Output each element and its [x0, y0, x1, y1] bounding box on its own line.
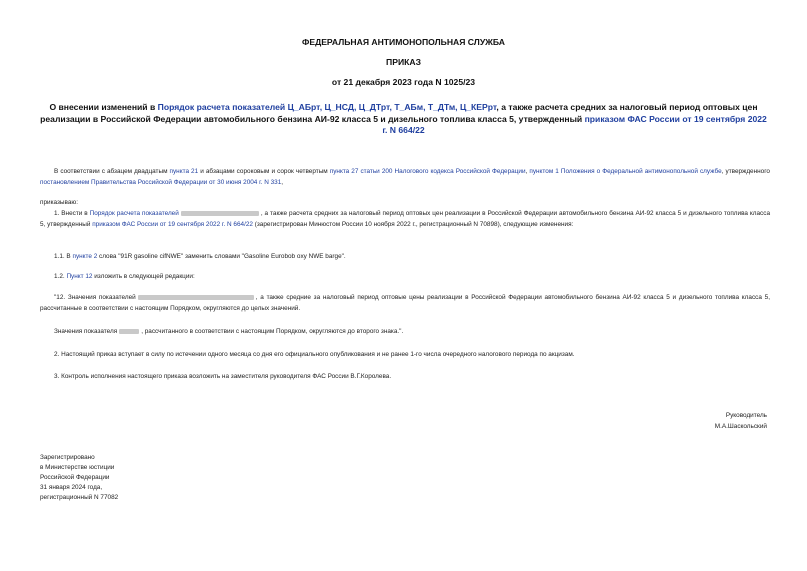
link-procedure[interactable]: Порядок расчета показателей	[89, 210, 179, 217]
preamble-text-3: ,	[525, 168, 530, 175]
link-punkt-2[interactable]: пункте 2	[72, 253, 98, 260]
quote12b-text-2: , рассчитанного в соответствии с настоящим Порядком, округляются до второго знака.".	[141, 328, 404, 335]
item-1-2	[54, 271, 770, 282]
link-punkt-21[interactable]: пункта 21	[169, 168, 199, 175]
quote-punkt-12-b	[40, 326, 770, 337]
title-prefix: О внесении изменений в	[49, 102, 158, 112]
signature-role: Руководитель	[725, 412, 767, 419]
preamble-text-1: В соответствии с абзацем двадцатым	[54, 168, 170, 175]
registration-line: в Министерстве юстиции	[40, 464, 115, 471]
item-1	[40, 208, 770, 230]
item1-text-2: , а также расчета средних за налоговый период оптовых цен реализации в Российской Федерации автомобильного бензина АИ-92 класса 5 и дизельного топлива класса 5, утвержденный	[40, 210, 770, 228]
item11-text-2: слова "91R gasoline cifNWE" заменить словами "Gasoline Eurobob oxy NWE barge".	[97, 253, 346, 260]
quote12-text-1: "12. Значения показателей	[54, 294, 136, 301]
item1-text-3: (зарегистрирован Минюстом России 10 ноября 2022 г., регистрационный N 70898), следующие изменения:	[252, 221, 574, 228]
title-link-order[interactable]: приказом ФАС России от 19 сентября 2022 г. N 664/22	[382, 113, 767, 135]
registration-block	[40, 453, 118, 503]
item-3: 3. Контроль исполнения настоящего приказа возложить на заместителя руководителя ФАС России В.Г.Королева.	[54, 373, 392, 380]
formula-image	[138, 295, 254, 300]
date-number: от 21 декабря 2023 года N 1025/23	[331, 77, 476, 87]
registration-line: Зарегистрировано	[40, 454, 95, 461]
item12-text-1: 1.2.	[54, 273, 67, 280]
title-link-procedure[interactable]: Порядок расчета показателей Ц_АБрт, Ц_НСД, Ц_ДТрт, Т_АБм, Т_ДТм, Ц_КЕРрт	[157, 102, 497, 112]
link-fas-regulation[interactable]: пунктом 1 Положения о Федеральной антимонопольной службе	[529, 168, 722, 175]
quote12-text-2: , а также средние за налоговый период оптовые цены реализации в Российской Федерации автомобильного бензина АИ-92 класса 5 и дизельного топлива класса 5, рассчитанные в соответствии с настоящим Порядком, округляются до целых значений.	[40, 294, 770, 312]
quote12b-text-1: Значения показателя	[54, 328, 118, 335]
link-government-decree[interactable]: постановлением Правительства Российской Федерации от 30 июня 2004 г. N 331	[40, 179, 282, 186]
order-word: приказываю:	[40, 199, 78, 206]
preamble-text-5: ,	[281, 179, 284, 186]
item-1-1	[54, 251, 770, 262]
item-2: 2. Настоящий приказ вступает в силу по истечении одного месяца со дня его официального опубликования и не ранее 1-го числа очередного налогового периода по акцизам.	[54, 351, 575, 358]
quote-punkt-12	[40, 292, 770, 314]
registration-line: 31 января 2024 года,	[40, 484, 103, 491]
preamble-text-2: и абзацами сороковым и сорок четвертым	[198, 168, 330, 175]
title-middle: , а также расчета средних за налоговый период оптовых цен реализации в Российской Федерации автомобильного бензина АИ-92 класса 5 и дизельного топлива класса 5, утвержденный	[40, 102, 758, 124]
signature-name: М.А.Шаскольский	[714, 423, 767, 430]
document-title	[40, 102, 767, 137]
org-name: ФЕДЕРАЛЬНАЯ АНТИМОНОПОЛЬНАЯ СЛУЖБА	[302, 37, 505, 47]
link-punkt-12[interactable]: Пункт 12	[66, 273, 93, 280]
link-tax-code[interactable]: пункта 27 статьи 200 Налогового кодекса Российской Федерации	[329, 168, 526, 175]
formula-image	[181, 211, 259, 216]
preamble-text-4: , утвержденного	[721, 168, 770, 175]
registration-line: регистрационный N 77082	[40, 494, 119, 501]
formula-image	[119, 329, 139, 334]
doc-type: ПРИКАЗ	[386, 57, 421, 67]
registration-line: Российской Федерации	[40, 474, 110, 481]
preamble	[40, 166, 770, 188]
item1-text-1: 1. Внести в	[54, 210, 90, 217]
item12-text-2: изложить в следующей редакции:	[92, 273, 195, 280]
item11-text-1: 1.1. В	[54, 253, 73, 260]
link-order-664[interactable]: приказом ФАС России от 19 сентября 2022 г. N 664/22	[92, 221, 253, 228]
